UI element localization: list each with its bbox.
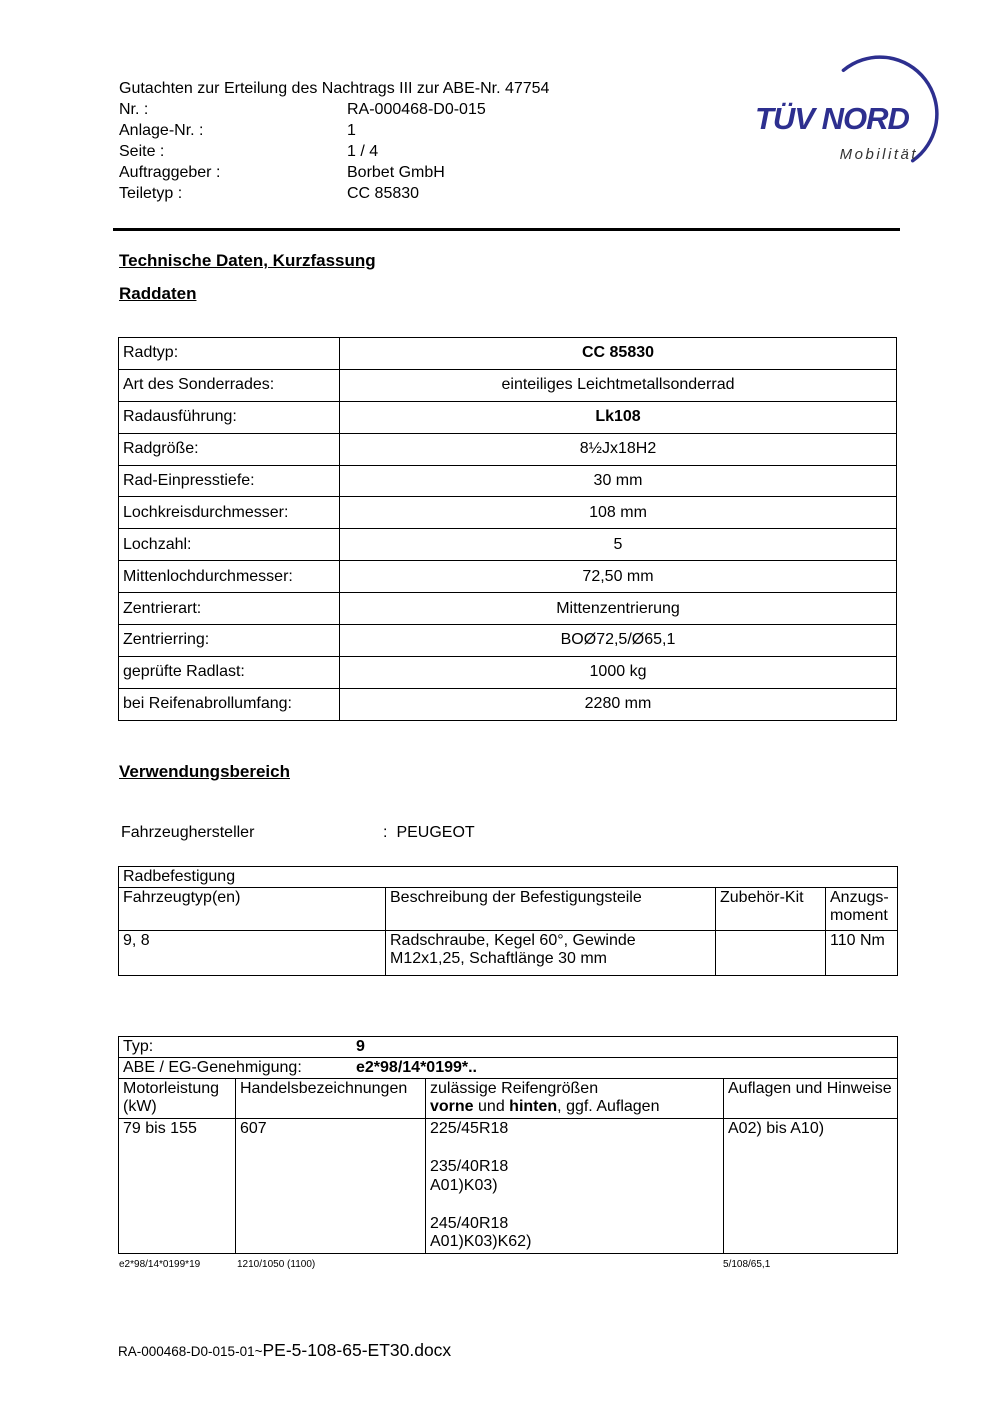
header-line: zulässige Reifengrößen <box>430 1080 599 1097</box>
table-row <box>119 1119 898 1254</box>
typ-value: 9 <box>356 1038 365 1055</box>
row-label: Art des Sonderrades: <box>119 369 340 401</box>
row-value: CC 85830 <box>340 338 897 370</box>
row-value: 2280 mm <box>340 688 897 720</box>
row-label: Zentrierring: <box>119 625 340 657</box>
field-value: RA-000468-D0-015 <box>347 101 486 118</box>
field-value: 1 <box>347 122 356 139</box>
cell-fahrzeugtyp: 9, 8 <box>119 931 386 976</box>
row-value: Lk108 <box>340 401 897 433</box>
table-row <box>119 593 897 625</box>
tire-size: A01)K03) <box>430 1176 498 1194</box>
column-header: Beschreibung der Befestigungsteile <box>386 888 716 931</box>
row-label: geprüfte Radlast: <box>119 656 340 688</box>
abe-label: ABE / EG-Genehmigung: <box>123 1059 302 1076</box>
field-label: Teiletyp : <box>119 185 183 202</box>
raddaten-table <box>118 337 897 721</box>
row-label: Lochzahl: <box>119 529 340 561</box>
footer-doc-ref: RA-000468-D0-015-01~ <box>118 1344 263 1359</box>
logo-wordmark: TÜV NORD <box>755 101 909 136</box>
header-field-auftraggeber <box>119 162 739 183</box>
cell-zubehoer <box>716 931 826 976</box>
section-heading-verwendungsbereich: Verwendungsbereich <box>119 762 290 781</box>
field-value: 1 / 4 <box>347 143 379 160</box>
table-footnotes <box>118 1259 897 1273</box>
typ-label: Typ: <box>123 1038 154 1055</box>
table-row <box>119 625 897 657</box>
abe-cell <box>119 1058 898 1079</box>
table-row <box>119 338 897 370</box>
column-header: Zubehör-Kit <box>716 888 826 931</box>
footer-doc-name: PE-5-108-65-ET30.docx <box>262 1340 452 1360</box>
column-header <box>119 1079 236 1119</box>
header-divider <box>113 228 900 231</box>
section-heading-raddaten: Raddaten <box>119 284 197 303</box>
fahrzeughersteller-value: PEUGEOT <box>396 824 475 841</box>
row-label: Mittenlochdurchmesser: <box>119 561 340 593</box>
column-header <box>826 888 898 931</box>
table-row <box>119 931 898 976</box>
document-title: Gutachten zur Erteilung des Nachtrags III zur ABE-Nr. 47754 <box>119 80 550 97</box>
table-row <box>119 401 897 433</box>
abe-row <box>119 1058 898 1079</box>
header-line: moment <box>830 907 888 924</box>
header-block <box>119 78 739 204</box>
table-header-row <box>119 888 898 931</box>
table-row <box>119 561 897 593</box>
column-header <box>426 1079 724 1119</box>
tire-size: 235/40R18 <box>430 1157 509 1175</box>
row-label: Zentrierart: <box>119 593 340 625</box>
typ-row <box>119 1037 898 1058</box>
header-line <box>430 1098 719 1116</box>
section-heading-technische-daten: Technische Daten, Kurzfassung <box>119 251 376 270</box>
row-value: 5 <box>340 529 897 561</box>
document-footer <box>118 1340 451 1361</box>
bold-term: vorne <box>430 1098 474 1115</box>
field-label: Nr. : <box>119 101 149 118</box>
table-header-row <box>119 1079 898 1119</box>
fahrzeughersteller-line <box>121 824 475 842</box>
row-value: 72,50 mm <box>340 561 897 593</box>
table-row <box>119 656 897 688</box>
row-label: Rad-Einpresstiefe: <box>119 465 340 497</box>
table-title-row <box>119 867 898 888</box>
table-row <box>119 465 897 497</box>
table-row <box>119 688 897 720</box>
cell-auflagen: A02) bis A10) <box>724 1119 898 1254</box>
cell-anzugsmoment: 110 Nm <box>826 931 898 976</box>
column-header: Handelsbezeichnungen <box>236 1079 426 1119</box>
cell-reifengroessen <box>426 1119 724 1254</box>
table-row <box>119 369 897 401</box>
typ-cell <box>119 1037 898 1058</box>
row-label: Radgröße: <box>119 433 340 465</box>
header-field-seite <box>119 141 739 162</box>
row-value: 30 mm <box>340 465 897 497</box>
row-value: 8½Jx18H2 <box>340 433 897 465</box>
plain-term: und <box>473 1098 510 1115</box>
row-label: Radausführung: <box>119 401 340 433</box>
separator: : <box>383 824 388 841</box>
row-value: einteiliges Leichtmetallsonderrad <box>340 369 897 401</box>
row-label: bei Reifenabrollumfang: <box>119 688 340 720</box>
tire-size: 245/40R18 <box>430 1214 509 1232</box>
header-line: Anzugs- <box>830 889 889 906</box>
column-header: Fahrzeugtyp(en) <box>119 888 386 931</box>
tire-size <box>430 1139 719 1158</box>
table-row <box>119 497 897 529</box>
radbefestigung-table <box>118 866 898 976</box>
row-label: Radtyp: <box>119 338 340 370</box>
fahrzeughersteller-label: Fahrzeughersteller <box>121 824 255 841</box>
field-label: Auftraggeber : <box>119 164 221 181</box>
header-field-nr <box>119 99 739 120</box>
footnote: 5/108/65,1 <box>723 1259 771 1270</box>
tuv-nord-logo <box>750 48 950 176</box>
table-row <box>119 529 897 561</box>
field-value: CC 85830 <box>347 185 420 202</box>
plain-term: , ggf. Auflagen <box>557 1098 660 1115</box>
header-field-anlage <box>119 120 739 141</box>
header-line: Motorleistung <box>123 1080 220 1097</box>
field-label: Anlage-Nr. : <box>119 122 204 139</box>
cell-handelsbezeichnung: 607 <box>236 1119 426 1254</box>
abe-value: e2*98/14*0199*.. <box>356 1059 477 1076</box>
footnote: 1210/1050 (1100) <box>237 1259 316 1270</box>
footnote: e2*98/14*0199*19 <box>119 1259 201 1270</box>
row-value: Mittenzentrierung <box>340 593 897 625</box>
tire-size <box>430 1196 719 1215</box>
table-row <box>119 433 897 465</box>
field-label: Seite : <box>119 143 165 160</box>
cell-beschreibung: Radschraube, Kegel 60°, Gewinde M12x1,25, Schaftlänge 30 mm <box>386 931 716 976</box>
header-line: (kW) <box>123 1098 157 1115</box>
row-value: BOØ72,5/Ø65,1 <box>340 625 897 657</box>
row-value: 1000 kg <box>340 656 897 688</box>
bold-term: hinten <box>509 1098 558 1115</box>
tire-size: 225/45R18 <box>430 1120 509 1137</box>
radbefestigung-title: Radbefestigung <box>119 867 898 888</box>
row-value: 108 mm <box>340 497 897 529</box>
row-label: Lochkreisdurchmesser: <box>119 497 340 529</box>
logo-subtitle: Mobilität <box>839 146 918 163</box>
column-header: Auflagen und Hinweise <box>724 1079 898 1119</box>
header-field-teiletyp <box>119 183 739 204</box>
typ-table <box>118 1036 898 1254</box>
cell-motorleistung: 79 bis 155 <box>119 1119 236 1254</box>
tire-size: A01)K03)K62) <box>430 1233 532 1251</box>
field-value: Borbet GmbH <box>347 164 445 181</box>
